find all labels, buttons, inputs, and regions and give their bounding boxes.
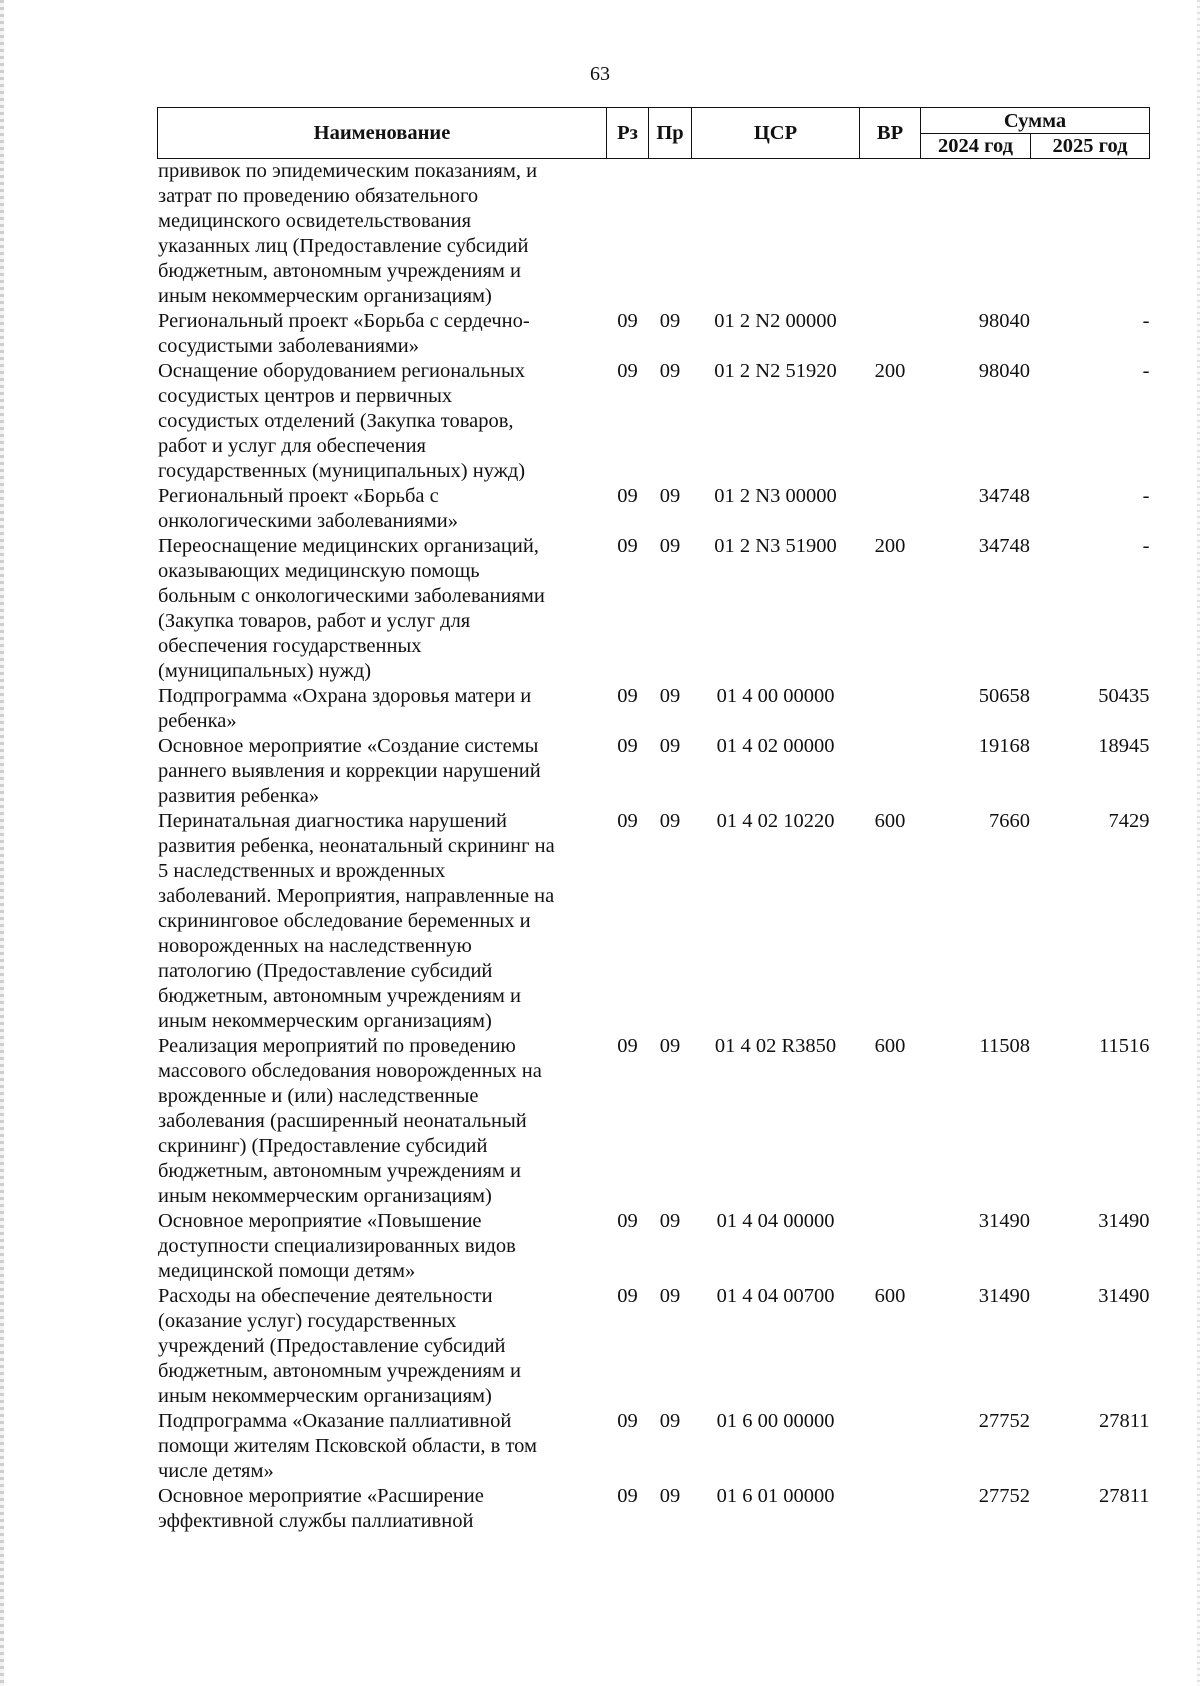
header-pr: Пр [649,108,692,159]
row-rz: 09 [617,1485,638,1507]
table-row [158,484,1150,534]
header-vr: ВР [860,108,921,159]
row-rz: 09 [617,735,638,757]
table-row [158,359,1150,484]
header-name: Наименование [158,108,607,159]
row-sum-2024: 27752 [978,1410,1030,1432]
row-vr [860,309,921,359]
row-rz: 09 [617,1410,638,1432]
row-pr: 09 [659,485,681,507]
row-pr: 09 [659,810,681,832]
row-csr: 01 2 N3 51900 [714,535,837,557]
table-row [158,684,1150,734]
row-vr [860,1209,921,1284]
row-name: Расходы на обеспечение деятельности (оказание услуг) государственных учреждений (Предоставление субсидий бюджетным, автономным учреждениям и иным некоммерческим организациям) [158,1285,521,1407]
row-sum-2025: 31490 [1098,1210,1150,1232]
row-name: Переоснащение медицинских организаций, оказывающих медицинскую помощь больным с онкологическими заболеваниями (Закупка товаров, работ и услуг для обеспечения государственных (муниципальных) нужд) [158,535,545,682]
row-pr: 09 [659,1035,681,1057]
row-sum-2024 [921,159,1031,310]
table-row [158,159,1150,310]
row-csr: 01 4 00 00000 [716,685,835,707]
row-pr: 09 [659,685,681,707]
row-pr: 09 [659,1210,681,1232]
row-vr [860,734,921,809]
row-csr: 01 6 00 00000 [716,1410,835,1432]
scan-edge-left [0,0,4,1686]
table-header [158,108,1150,159]
row-rz: 09 [617,1035,638,1057]
header-year-2024: 2024 год [921,134,1031,159]
row-pr: 09 [659,1485,681,1507]
row-name: Основное мероприятие «Создание системы раннего выявления и коррекции нарушений развития ребенка» [158,735,541,807]
row-sum-2025: 27811 [1099,1485,1150,1507]
row-sum-2024: 27752 [978,1485,1030,1507]
row-name: Подпрограмма «Оказание паллиативной помощи жителям Псковской области, в том числе детям» [158,1410,537,1482]
row-vr: 600 [874,1035,906,1057]
row-pr: 09 [659,735,681,757]
row-name: Основное мероприятие «Повышение доступности специализированных видов медицинской помощи детям» [158,1210,516,1282]
row-sum-2024: 98040 [978,310,1030,332]
row-vr [860,684,921,734]
table-body [158,159,1150,1535]
row-pr: 09 [659,360,681,382]
row-sum-2024: 34748 [978,485,1030,507]
row-rz: 09 [617,685,638,707]
row-vr [860,484,921,534]
row-csr: 01 2 N2 00000 [714,310,837,332]
row-csr: 01 4 04 00700 [716,1285,835,1307]
row-sum-2025: 27811 [1099,1410,1150,1432]
row-sum-2025: - [1142,310,1150,332]
row-csr: 01 4 02 10220 [716,810,835,832]
table-row [158,1484,1150,1534]
page-number: 63 [590,63,610,85]
row-sum-2024: 31490 [978,1285,1030,1307]
row-rz: 09 [617,1285,638,1307]
row-sum-2024: 31490 [978,1210,1030,1232]
header-sum: Сумма [921,108,1150,134]
row-rz: 09 [617,810,638,832]
row-pr: 09 [659,310,681,332]
row-name: Перинатальная диагностика нарушений развития ребенка, неонатальный скрининг на 5 наследственных и врожденных заболеваний. Мероприятия, направленные на скрининговое обследование беременных и новорожденных на наследственную патологию (Предоставление субсидий бюджетным, автономным учреждениям и иным некоммерческим организациям) [158,810,555,1032]
budget-table [157,107,1150,1534]
row-sum-2025: - [1142,535,1150,557]
row-vr [860,1409,921,1484]
row-csr: 01 2 N2 51920 [714,360,837,382]
row-name: Региональный проект «Борьба с сердечно- сосудистыми заболеваниями» [158,310,530,357]
row-pr: 09 [659,1410,681,1432]
row-sum-2025: - [1142,360,1150,382]
row-sum-2024: 19168 [978,735,1030,757]
header-year-2025: 2025 год [1031,134,1150,159]
row-vr [860,159,921,310]
table-row [158,309,1150,359]
row-pr [649,159,692,310]
table-row [158,734,1150,809]
row-sum-2025: - [1142,485,1150,507]
row-vr: 200 [874,360,906,382]
row-rz: 09 [617,535,638,557]
row-sum-2025: 31490 [1098,1285,1150,1307]
row-sum-2025: 50435 [1098,685,1150,707]
row-rz: 09 [617,310,638,332]
header-csr: ЦСР [692,108,860,159]
row-csr: 01 4 02 R3850 [714,1035,837,1057]
row-rz: 09 [617,360,638,382]
row-vr: 600 [874,1285,906,1307]
row-csr: 01 4 04 00000 [716,1210,835,1232]
row-sum-2024: 98040 [978,360,1030,382]
row-vr: 200 [874,535,906,557]
row-rz [607,159,649,310]
row-pr: 09 [659,1285,681,1307]
row-sum-2025: 18945 [1098,735,1150,757]
row-name: Подпрограмма «Охрана здоровья матери и ребенка» [158,685,532,732]
row-rz: 09 [617,1210,638,1232]
row-name: Основное мероприятие «Расширение эффективной службы паллиативной [158,1485,484,1532]
row-rz: 09 [617,485,638,507]
table-row [158,1284,1150,1409]
row-vr: 600 [874,810,906,832]
row-sum-2024: 50658 [978,685,1030,707]
row-sum-2025: 11516 [1099,1035,1150,1057]
row-sum-2024: 11508 [979,1035,1030,1057]
table-row [158,534,1150,684]
row-pr: 09 [659,535,681,557]
row-vr [860,1484,921,1534]
table-row [158,1034,1150,1209]
table-row [158,809,1150,1034]
table-row [158,1409,1150,1484]
row-sum-2024: 7660 [989,810,1030,832]
row-sum-2024: 34748 [978,535,1030,557]
row-sum-2025 [1031,159,1150,310]
row-csr [692,159,860,310]
row-sum-2025: 7429 [1108,810,1150,832]
row-name: Оснащение оборудованием региональных сосудистых центров и первичных сосудистых отделений (Закупка товаров, работ и услуг для обеспечения государственных (муниципальных) нужд) [158,360,526,482]
row-csr: 01 6 01 00000 [716,1485,835,1507]
row-csr: 01 2 N3 00000 [714,485,837,507]
row-csr: 01 4 02 00000 [716,735,835,757]
table-row [158,1209,1150,1284]
row-name: прививок по эпидемическим показаниям, и затрат по проведению обязательного медицинского освидетельствования указанных лиц (Предоставление субсидий бюджетным, автономным учреждениям и иным некоммерческим организациям) [158,160,538,307]
row-name: Реализация мероприятий по проведению массового обследования новорожденных на врожденные и (или) наследственные заболевания (расширенный неонатальный скрининг) (Предоставление субсидий бюджетным, автономным учреждениям и иным некоммерческим организациям) [158,1035,542,1207]
header-rz: Рз [607,108,649,159]
row-name: Региональный проект «Борьба с онкологическими заболеваниями» [158,485,459,532]
